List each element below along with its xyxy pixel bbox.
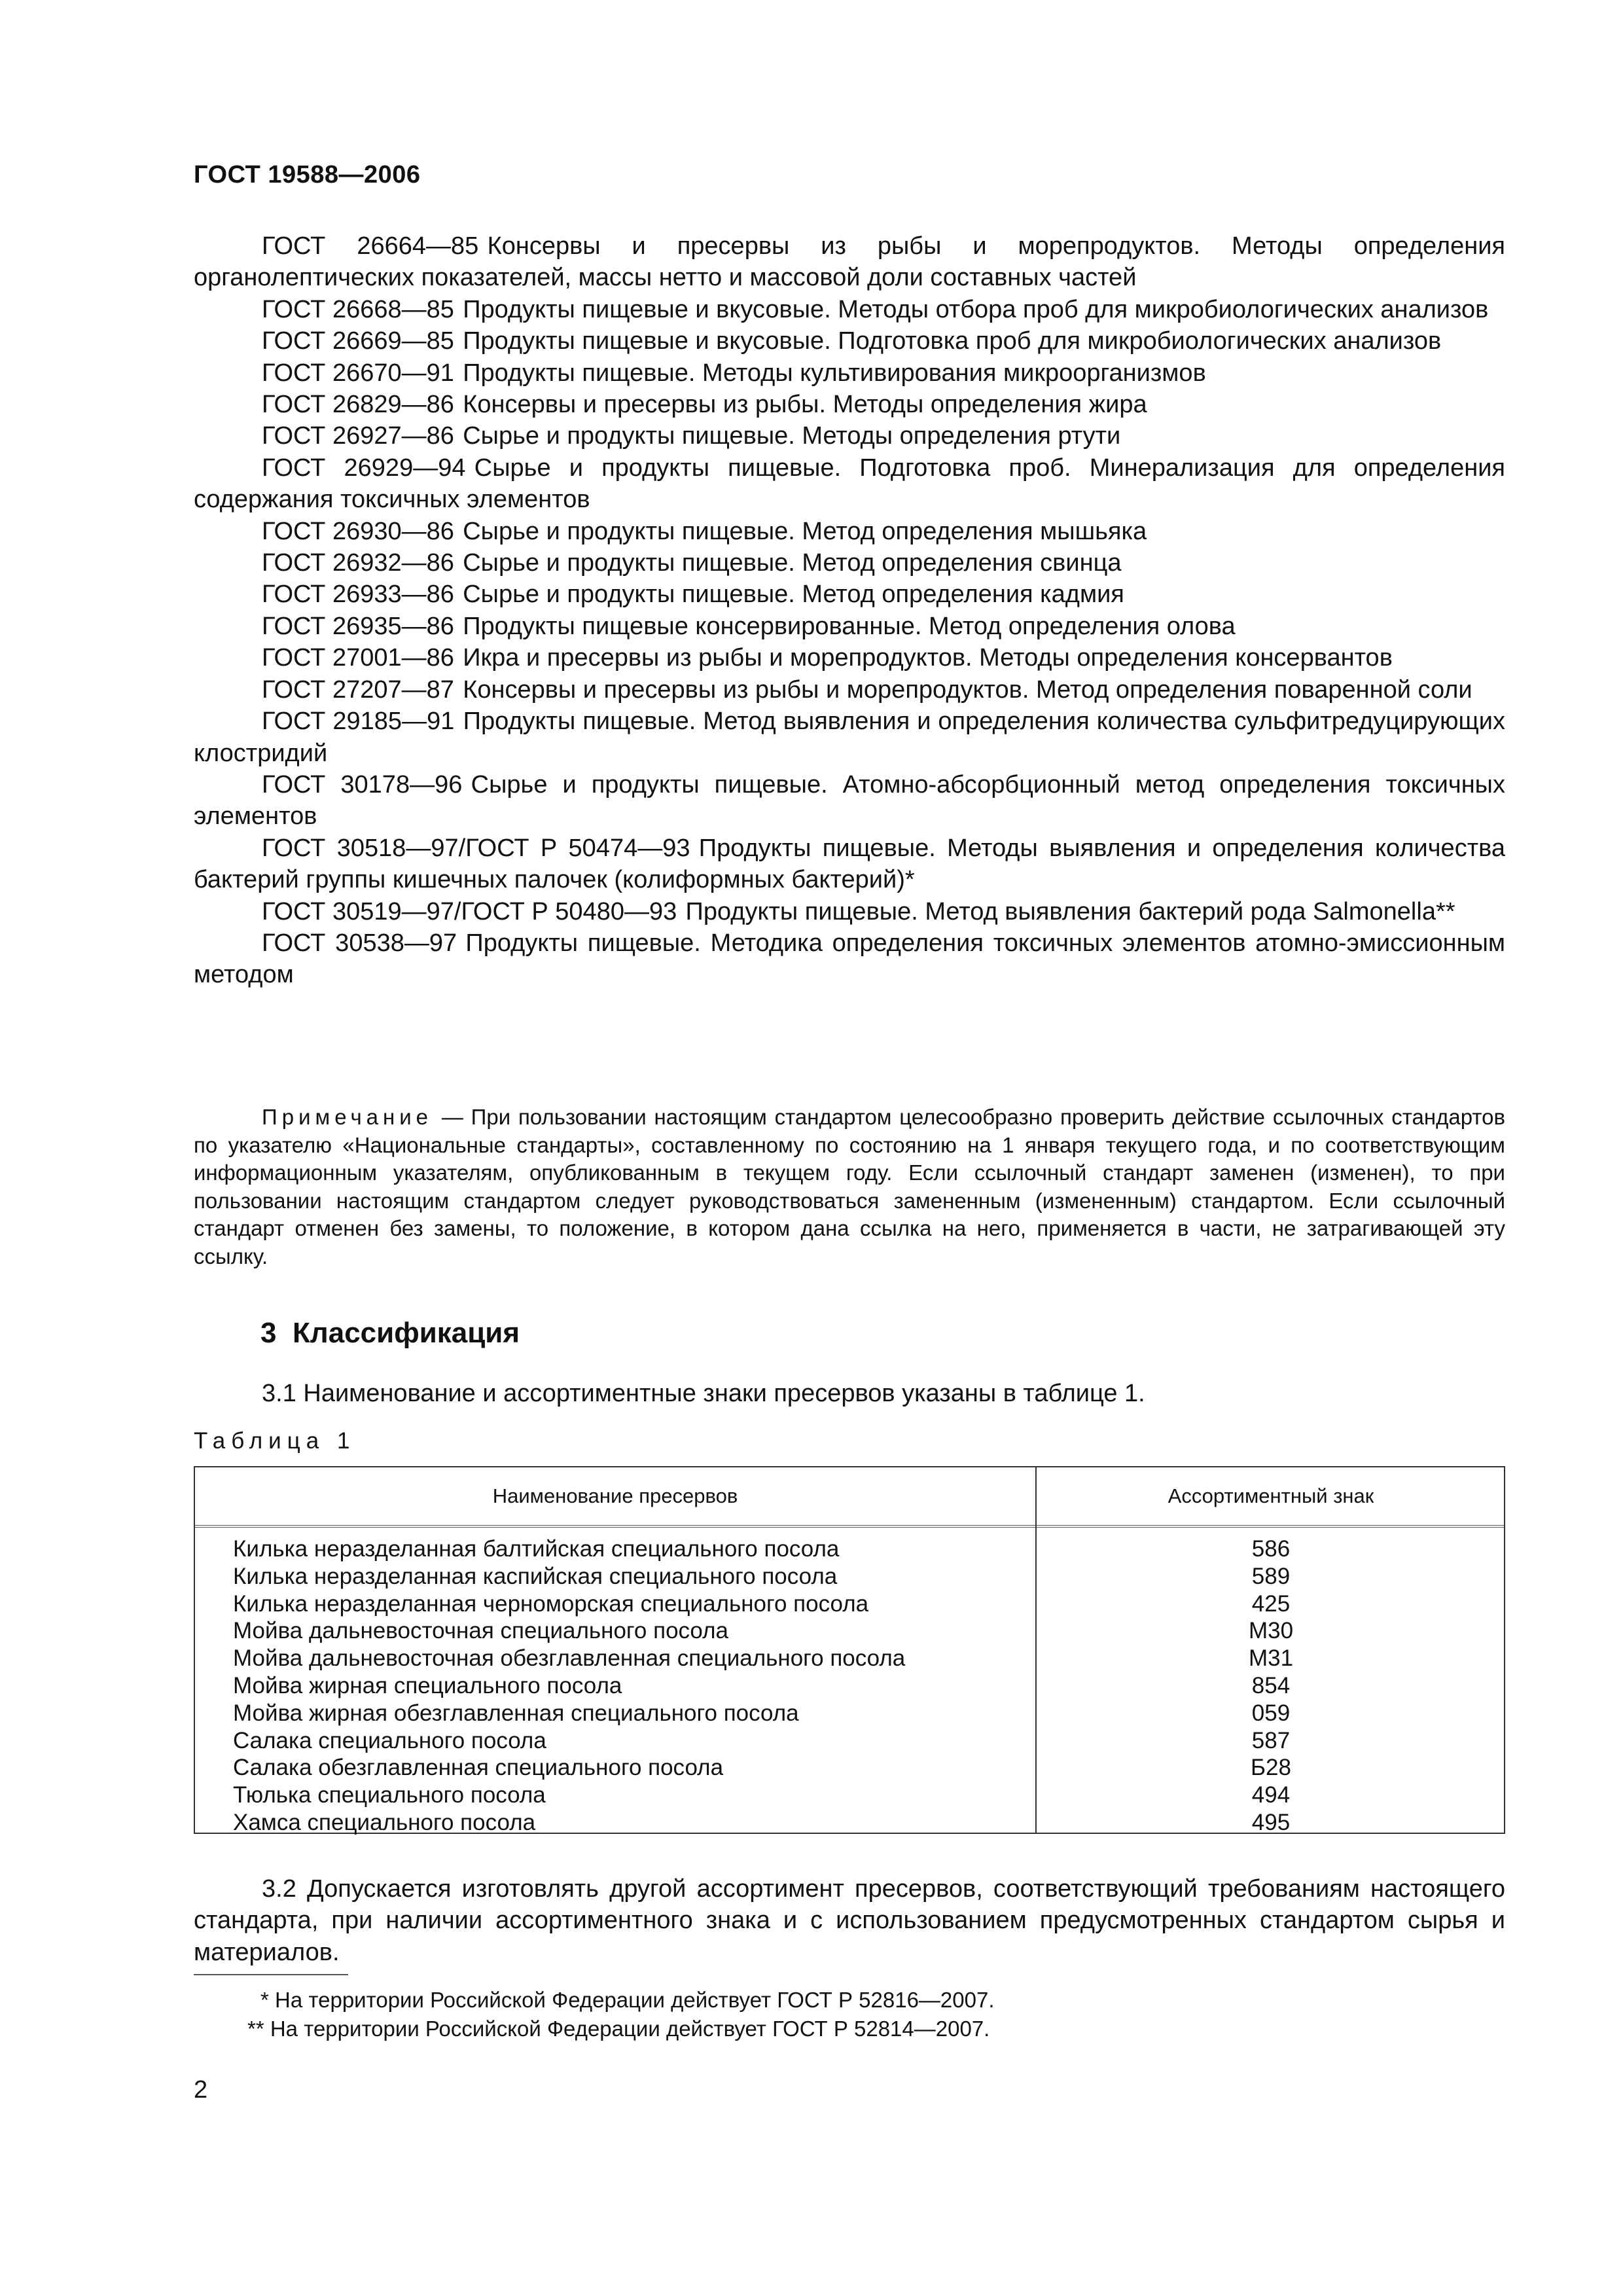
reference-item bbox=[194, 294, 1505, 325]
reference-code: ГОСТ 30178—96 bbox=[262, 770, 463, 798]
reference-title: Сырье и продукты пищевые. Метод определения кадмия bbox=[463, 581, 1124, 609]
page-number: 2 bbox=[194, 2076, 208, 2104]
reference-code: ГОСТ 27207—87 bbox=[262, 675, 454, 704]
reference-item bbox=[194, 642, 1505, 673]
table-row bbox=[195, 1590, 1504, 1618]
column-header-name: Наименование пресервов bbox=[492, 1484, 738, 1507]
document-code: ГОСТ 19588—2006 bbox=[194, 161, 421, 188]
reference-title: Сырье и продукты пищевые. Атомно-абсорбционный метод определения токсичных элементов bbox=[194, 770, 1505, 831]
reference-code: ГОСТ 30518—97/ГОСТ Р 50474—93 bbox=[262, 834, 690, 862]
reference-item bbox=[194, 611, 1505, 642]
table-row bbox=[195, 1809, 1504, 1837]
reference-code: ГОСТ 26670—91 bbox=[262, 359, 454, 387]
table-row bbox=[195, 1727, 1504, 1755]
reference-title: Консервы и пресервы из рыбы. Методы определения жира bbox=[463, 391, 1147, 419]
table-caption: Таблица 1 bbox=[194, 1428, 356, 1454]
reference-item bbox=[194, 516, 1505, 547]
reference-code: ГОСТ 26927—86 bbox=[262, 422, 454, 450]
reference-code: ГОСТ 29185—91 bbox=[262, 708, 455, 736]
cell-name: Килька неразделанная балтийская специального посола bbox=[233, 1536, 840, 1562]
section-title: Классификация bbox=[292, 1317, 520, 1349]
cell-name: Мойва жирная обезглавленная специального посола bbox=[233, 1700, 799, 1726]
table-row bbox=[195, 1563, 1504, 1590]
reference-item bbox=[194, 706, 1505, 769]
reference-title: Продукты пищевые. Метод выявления бактерий рода Salmonella** bbox=[685, 897, 1455, 925]
cell-name: Тюлька специального посола bbox=[233, 1782, 546, 1808]
cell-sign: 494 bbox=[1251, 1782, 1291, 1808]
reference-code: ГОСТ 26664—85 bbox=[262, 232, 479, 260]
reference-item bbox=[194, 230, 1505, 294]
cell-name: Хамса специального посола bbox=[233, 1809, 536, 1835]
note-label: Примечание bbox=[262, 1105, 433, 1129]
reference-item bbox=[194, 579, 1505, 610]
cell-sign: 495 bbox=[1251, 1809, 1291, 1835]
table-row bbox=[195, 1672, 1504, 1700]
reference-code: ГОСТ 26932—86 bbox=[262, 549, 454, 577]
table-body bbox=[195, 1535, 1504, 1837]
reference-code: ГОСТ 26933—86 bbox=[262, 581, 454, 609]
cell-name: Салака специального посола bbox=[233, 1727, 546, 1753]
cell-name: Мойва дальневосточная обезглавленная специального посола bbox=[233, 1645, 906, 1672]
cell-name: Килька неразделанная черноморская специального посола bbox=[233, 1590, 869, 1617]
reference-code: ГОСТ 26668—85 bbox=[262, 295, 454, 323]
table-row bbox=[195, 1535, 1504, 1563]
reference-code: ГОСТ 27001—86 bbox=[262, 644, 454, 672]
reference-item bbox=[194, 927, 1505, 991]
table-row bbox=[195, 1617, 1504, 1645]
reference-item bbox=[194, 547, 1505, 579]
table-row bbox=[195, 1645, 1504, 1672]
cell-name: Мойва жирная специального посола bbox=[233, 1672, 622, 1698]
cell-sign: М30 bbox=[1248, 1618, 1294, 1644]
cell-sign: 425 bbox=[1251, 1590, 1291, 1617]
reference-item bbox=[194, 357, 1505, 389]
reference-item bbox=[194, 674, 1505, 706]
reference-item bbox=[194, 896, 1505, 927]
reference-code: ГОСТ 26669—85 bbox=[262, 327, 454, 355]
reference-code: ГОСТ 26935—86 bbox=[262, 612, 454, 640]
note-paragraph bbox=[194, 1103, 1505, 1270]
reference-code: ГОСТ 26829—86 bbox=[262, 391, 454, 419]
reference-title: Продукты пищевые. Методы культивирования микроорганизмов bbox=[463, 359, 1206, 387]
reference-item bbox=[194, 325, 1505, 357]
reference-code: ГОСТ 30519—97/ГОСТ Р 50480—93 bbox=[262, 897, 677, 925]
footnote-separator bbox=[194, 1974, 348, 1975]
reference-title: Продукты пищевые. Методика определения токсичных элементов атомно-эмиссионным методом bbox=[194, 929, 1506, 989]
reference-title: Сырье и продукты пищевые. Метод определения мышьяка bbox=[463, 517, 1147, 545]
note-text: — При пользовании настоящим стандартом целесообразно проверить действие ссылочных стандартов по указателю «Национальные стандарты», составленному по состоянию на 1 января текущего года, и по соответствующим информационным указателям, опубликованным в текущем году. Если ссылочный стандарт заменен (изменен), то при пользовании настоящим стандартом следует руководствоваться замененным (измененным) стандартом. Если ссылочный стандарт отменен без замены, то положение, в котором дана ссылка на него, применяется в части, не затрагивающей эту ссылку. bbox=[194, 1105, 1505, 1268]
cell-sign: 589 bbox=[1251, 1563, 1291, 1589]
cell-sign: 586 bbox=[1251, 1536, 1291, 1562]
cell-name: Салака обезглавленная специального посола bbox=[233, 1755, 724, 1781]
reference-code: ГОСТ 26930—86 bbox=[262, 517, 454, 545]
cell-sign: 587 bbox=[1251, 1727, 1291, 1753]
section-number: 3 bbox=[260, 1317, 277, 1349]
table-header bbox=[195, 1467, 1504, 1528]
cell-sign: М31 bbox=[1248, 1645, 1294, 1672]
reference-title: Продукты пищевые. Методы выявления и определения количества бактерий группы кишечных палочек (колиформных бактерий)* bbox=[194, 834, 1505, 894]
reference-item bbox=[194, 389, 1505, 420]
reference-item bbox=[194, 452, 1505, 516]
table-row bbox=[195, 1782, 1504, 1809]
cell-name: Мойва дальневосточная специального посола bbox=[233, 1618, 729, 1644]
reference-title: Консервы и пресервы из рыбы и морепродуктов. Метод определения поваренной соли bbox=[463, 675, 1472, 704]
reference-title: Продукты пищевые консервированные. Метод определения олова bbox=[463, 612, 1236, 640]
reference-title: Консервы и пресервы из рыбы и морепродуктов. Методы определения органолептических показателей, массы нетто и массовой доли составных частей bbox=[194, 232, 1505, 292]
footnote: ** На территории Российской Федерации действует ГОСТ Р 52814—2007. bbox=[247, 2017, 990, 2041]
reference-item bbox=[194, 420, 1505, 452]
reference-title: Сырье и продукты пищевые. Методы определения ртути bbox=[463, 422, 1121, 450]
footnotes bbox=[194, 1986, 1505, 2043]
column-header-sign: Ассортиментный знак bbox=[1168, 1484, 1374, 1507]
paragraph-3-2: 3.2 Допускается изготовлять другой ассортимент пресервов, соответствующий требованиям настоящего стандарта, при наличии ассортиментного знака и с использованием предусмотренных стандартом сырья и материалов. bbox=[194, 1875, 1505, 1966]
assortment-table bbox=[194, 1466, 1505, 1834]
reference-item bbox=[194, 833, 1505, 896]
section-heading bbox=[260, 1317, 520, 1350]
reference-code: ГОСТ 30538—97 bbox=[262, 929, 457, 957]
reference-title: Продукты пищевые. Метод выявления и определения количества сульфитредуцирующих клостридий bbox=[194, 708, 1506, 767]
cell-sign: Б28 bbox=[1251, 1755, 1291, 1781]
cell-sign: 059 bbox=[1251, 1700, 1291, 1726]
reference-item bbox=[194, 769, 1505, 833]
cell-name: Килька неразделанная каспийская специального посола bbox=[233, 1563, 838, 1589]
paragraph-3-1: 3.1 Наименование и ассортиментные знаки пресервов указаны в таблице 1. bbox=[262, 1380, 1145, 1407]
footnote: * На территории Российской Федерации действует ГОСТ Р 52816—2007. bbox=[260, 1988, 995, 2012]
reference-title: Продукты пищевые и вкусовые. Подготовка проб для микробиологических анализов bbox=[463, 327, 1442, 355]
table-row bbox=[195, 1700, 1504, 1727]
reference-title: Сырье и продукты пищевые. Подготовка проб. Минерализация для определения содержания токсичных элементов bbox=[194, 454, 1505, 514]
cell-sign: 854 bbox=[1251, 1672, 1291, 1698]
reference-title: Сырье и продукты пищевые. Метод определения свинца bbox=[463, 549, 1122, 577]
reference-title: Продукты пищевые и вкусовые. Методы отбора проб для микробиологических анализов bbox=[463, 295, 1489, 323]
normative-references-list bbox=[194, 230, 1505, 991]
reference-title: Икра и пресервы из рыбы и морепродуктов. Методы определения консервантов bbox=[463, 644, 1393, 672]
reference-code: ГОСТ 26929—94 bbox=[262, 454, 466, 482]
table-row bbox=[195, 1754, 1504, 1782]
